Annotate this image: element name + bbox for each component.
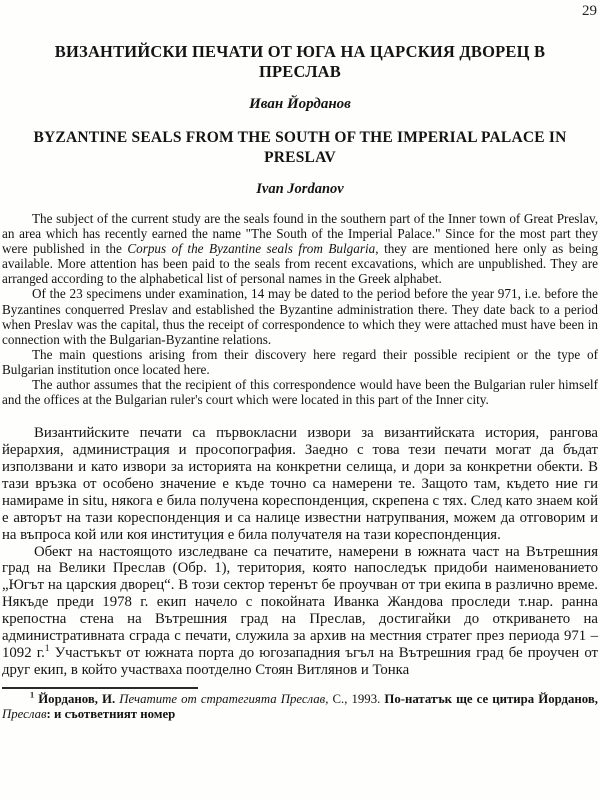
abstract-p1-text-after: , they are mentioned here only as being available. More attention has been paid to the seals from recent excavations, which are unpublished. They are arranged according to the alphabetical list of personal names in the Greek alphabet.: [2, 241, 599, 287]
abstract-p1-text-before: The subject of the current study are the seals found in the southern part of the Inner town of Great Preslav, an area which has recently earned the name "The South of the Imperial Palace." Since for the most part they were published in the: [2, 211, 598, 257]
title-english: BYZANTINE SEALS FROM THE SOUTH OF THE IMPERIAL PALACE IN PRESLAV: [33, 129, 567, 166]
bulgarian-main-text: [0, 425, 600, 679]
footnote-publication-info: С., 1993.: [328, 691, 385, 706]
author-english: Ivan Jordanov: [256, 181, 344, 197]
english-abstract: [0, 211, 600, 407]
footnote-author-name-short: Йорданов,: [538, 691, 598, 706]
footnote-1: [0, 692, 600, 723]
footnote-reference-1: 1: [44, 643, 50, 655]
body-paragraph-1: Византийските печати са първокласни извори за византийската история, рангова йерархия, администрация и просопография. Заедно с това тези печати могат да бъдат използвани и като извори за историята на конкретни селища, и дори за конкретни обекти. В тази връзка от особено значение е къде точно са намерени те. Защото там, където ние ги намираме in situ, някога е била получена кореспонденция, скрепена с тях. След като знаем кой е авторът на тази кореспонденция и са налице известни натрупвания, можем да отговорим и на въпроса кой или коя институция е била получателя на тази кореспонденция.: [2, 425, 598, 543]
title-bulgarian: ВИЗАНТИЙСКИ ПЕЧАТИ ОТ ЮГА НА ЦАРСКИЯ ДВОРЕЦ В ПРЕСЛАВ: [54, 42, 546, 81]
footnote-citation-note: По-нататък ще се цитира: [384, 691, 539, 706]
footnote-1-text: [2, 692, 598, 723]
abstract-paragraph-3: The main questions arising from their discovery here regard their possible recipient or the type of Bulgarian institution once located here.: [2, 346, 598, 377]
footnote-separator: [2, 687, 198, 689]
footnote-author-name: Йорданов, И.: [34, 691, 116, 706]
footnote-tail: : и съответният номер: [46, 707, 176, 722]
cited-corpus-title: Corpus of the Byzantine seals from Bulgaria: [127, 241, 376, 257]
footnote-work-title: Печатите от стратегията Преслав,: [115, 691, 329, 706]
footnote-1-marker: 1: [30, 690, 35, 700]
body-p2-text-after: Участъкът от южната порта до югозападния ъгъл на Вътрешния град бе проучен от друг екип, в който участваха поотделно Стоян Витлянов и Тонка: [2, 645, 598, 678]
abstract-paragraph-2: Of the 23 specimens under examination, 14 may be dated to the period before the year 971, i.e. before the Byzantines conquerred Preslav and established the Byzantine administration there. They date back to a period when Preslav was the capital, thus the receipt of correspondence to which they were attached must have been in connection with the Bulgarian-Byzantine relations.: [2, 286, 598, 347]
footnote-work-title-short: Преслав: [2, 707, 47, 722]
author-bulgarian: Иван Йорданов: [249, 96, 351, 112]
body-p2-text-before: Обект на настоящото изследване са печатите, намерени в южната част на Вътрешния град на Велики Преслав (Обр. 1), територия, която напоследък придоби наименованието „Югът на царския дворец“. В този сектор теренът бе проучван от три екипа в различно време. Някъде преди 1978 г. екип начело с покойната Иванка Жандова проследи т.нар. ранна крепостна стена на Вътрешния град на Преслав, достигайки до откриването на административната сграда с печати, служила за архив на местния стратег през периода 971 – 1092 г.: [2, 543, 598, 661]
abstract-paragraph-1: [2, 211, 598, 286]
abstract-paragraph-4: The author assumes that the recipient of this correspondence would have been the Bulgarian ruler himself and the offices at the Bulgarian ruler's court which were located in this part of the Inner city.: [2, 377, 598, 408]
page-number: 29: [582, 3, 597, 19]
body-paragraph-2: [2, 544, 598, 679]
